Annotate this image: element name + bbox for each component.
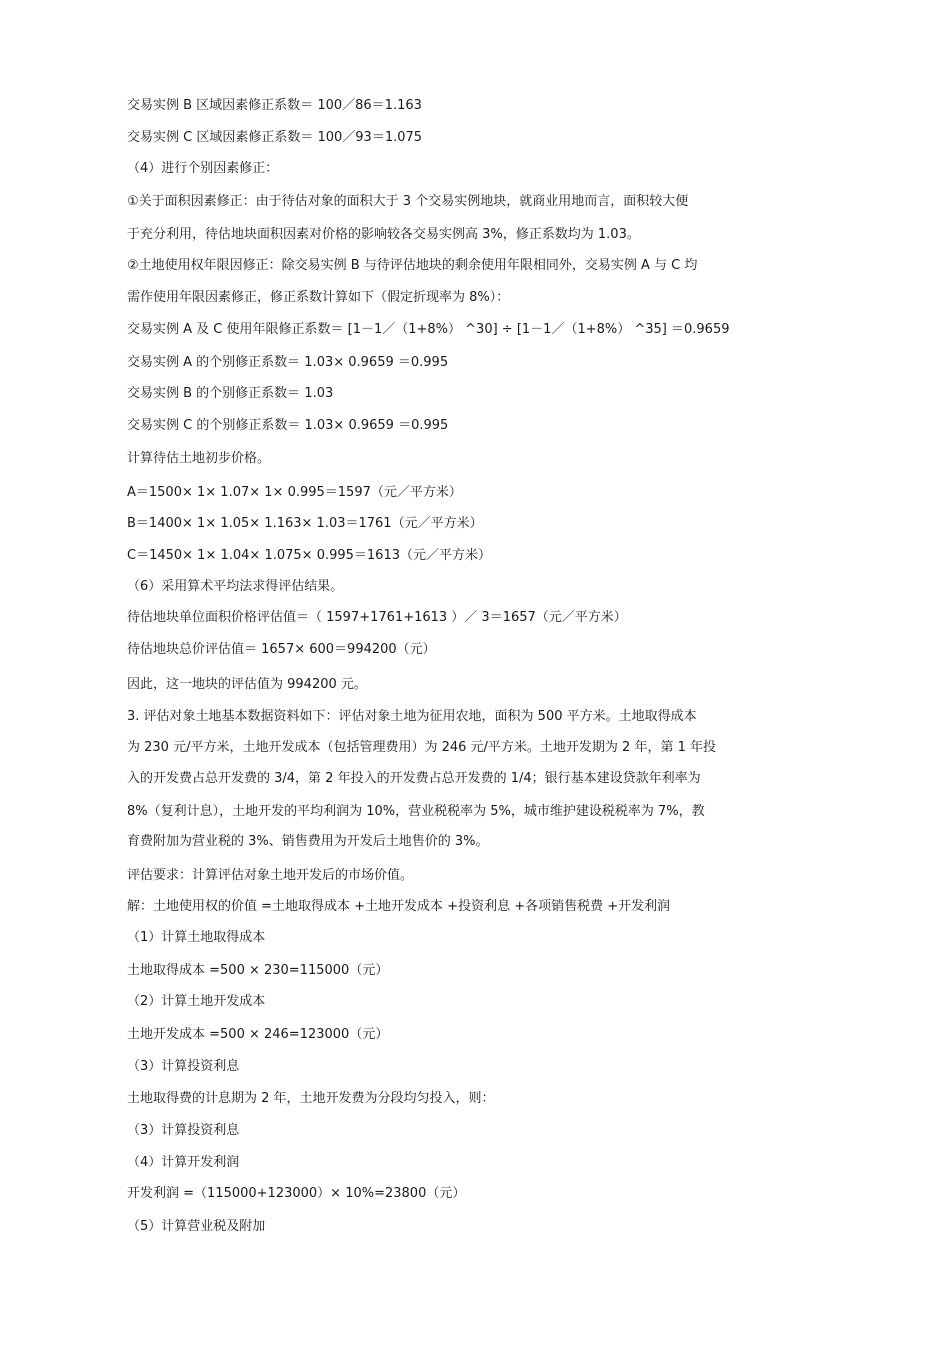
- formula-line: 土地开发成本 =500 × 246=123000（元）: [127, 1027, 389, 1042]
- section-heading: （4）计算开发利润: [127, 1155, 240, 1170]
- text-line: 于充分利用，待估地块面积因素对价格的影响较各交易实例高 3%，修正系数均为 1.03。: [127, 227, 640, 242]
- section-heading: （5）计算营业税及附加: [127, 1219, 266, 1234]
- text-line: 解：土地使用权的价值 =土地取得成本 +土地开发成本 +投资利息 +各项销售税费 +开发利润: [127, 899, 671, 914]
- text-line: 8%（复利计息），土地开发的平均利润为 10%，营业税税率为 5%，城市维护建设税税率为 7%，教: [127, 804, 705, 819]
- text-line: 入的开发费占总开发费的 3/4，第 2 年投入的开发费占总开发费的 1/4；银行基本建设贷款年利率为: [127, 771, 701, 786]
- text-line: 土地取得费的计息期为 2 年，土地开发费为分段均匀投入，则：: [127, 1091, 495, 1106]
- section-heading: （3）计算投资利息: [127, 1059, 240, 1074]
- formula-line: 交易实例 A 及 C 使用年限修正系数＝ [1－1／（1+8%） ^30] ÷ [1－1／（1+8%） ^35] ＝0.9659: [127, 322, 730, 337]
- formula-line: 交易实例 C 的个别修正系数＝ 1.03× 0.9659 ＝0.995: [127, 418, 449, 433]
- text-line: ②土地使用权年限因修正：除交易实例 B 与待评估地块的剩余使用年限相同外，交易实例 A 与 C 均: [127, 258, 698, 273]
- section-heading: （1）计算土地取得成本: [127, 930, 266, 945]
- formula-line: 待估地块单位面积价格评估值＝（ 1597+1761+1613 ）／ 3＝1657（元／平方米）: [127, 610, 627, 625]
- formula-line: 交易实例 A 的个别修正系数＝ 1.03× 0.9659 ＝0.995: [127, 355, 449, 370]
- text-line: 计算待估土地初步价格。: [127, 451, 271, 466]
- section-heading: （2）计算土地开发成本: [127, 994, 266, 1009]
- formula-line: 开发利润 =（115000+123000）× 10%=23800（元）: [127, 1186, 466, 1201]
- question-heading: 3. 评估对象土地基本数据资料如下：评估对象土地为征用农地，面积为 500 平方米。土地取得成本: [127, 709, 697, 724]
- formula-line: 土地取得成本 =500 × 230=115000（元）: [127, 963, 389, 978]
- formula-line: B＝1400× 1× 1.05× 1.163× 1.03＝1761（元／平方米）: [127, 516, 483, 531]
- text-line: 交易实例 C 区域因素修正系数＝ 100／93＝1.075: [127, 130, 423, 145]
- text-line: 评估要求：计算评估对象土地开发后的市场价值。: [127, 868, 414, 883]
- section-heading: （4）进行个别因素修正：: [127, 161, 279, 176]
- text-line: 需作使用年限因素修正，修正系数计算如下（假定折现率为 8%）：: [127, 290, 510, 305]
- section-heading: （6）采用算术平均法求得评估结果。: [127, 579, 344, 594]
- text-line: 育费附加为营业税的 3%、销售费用为开发后土地售价的 3%。: [127, 834, 489, 849]
- text-line: ①关于面积因素修正：由于待估对象的面积大于 3 个交易实例地块，就商业用地而言，面积较大便: [127, 194, 689, 209]
- text-line: 交易实例 B 区域因素修正系数＝ 100／86＝1.163: [127, 98, 422, 113]
- text-line: 因此，这一地块的评估值为 994200 元。: [127, 677, 367, 692]
- section-heading: （3）计算投资利息: [127, 1123, 240, 1138]
- formula-line: C＝1450× 1× 1.04× 1.075× 0.995＝1613（元／平方米）: [127, 548, 491, 563]
- text-line: 为 230 元/平方米，土地开发成本（包括管理费用）为 246 元/平方米。土地开发期为 2 年，第 1 年投: [127, 740, 716, 755]
- formula-line: A＝1500× 1× 1.07× 1× 0.995＝1597（元／平方米）: [127, 485, 462, 500]
- formula-line: 交易实例 B 的个别修正系数＝ 1.03: [127, 386, 334, 401]
- formula-line: 待估地块总价评估值＝ 1657× 600＝994200（元）: [127, 642, 436, 657]
